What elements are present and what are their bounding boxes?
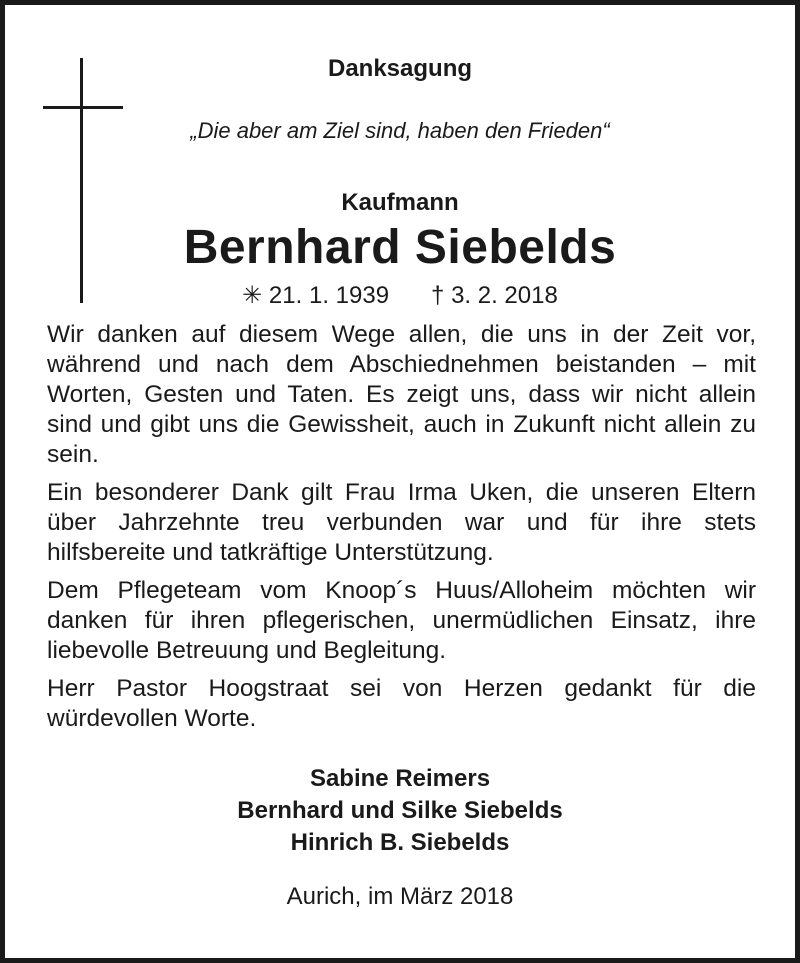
deceased-name: Bernhard Siebelds (183, 221, 617, 274)
signers-list (0, 763, 800, 859)
birth-date: ✳ 21. 1. 1939 (242, 282, 390, 309)
thanks-paragraph: Herr Pastor Hoogstraat sei von Herzen gedankt für die würdevollen Worte. (47, 675, 756, 732)
notice-heading: Danksagung (327, 55, 473, 82)
life-dates (0, 281, 800, 310)
epitaph-quote: „Die aber am Ziel sind, haben den Frieden“ (190, 118, 610, 143)
place-date: Aurich, im März 2018 (286, 883, 514, 910)
death-date: † 3. 2. 2018 (431, 282, 558, 309)
thanks-paragraph: Ein besonderer Dank gilt Frau Irma Uken, die unseren Eltern über Jahrzehnte treu verbunden war und für ihre stets hilfsbereite und tatkräftige Unterstützung. (47, 479, 756, 566)
cross-horizontal-bar (43, 106, 123, 109)
signer-name: Hinrich B. Siebelds (290, 829, 510, 856)
deceased-title: Kaufmann (341, 189, 459, 216)
signer-name: Sabine Reimers (309, 765, 491, 792)
signer-name: Bernhard und Silke Siebelds (237, 797, 563, 824)
thanks-paragraph: Wir danken auf diesem Wege allen, die uns in der Zeit vor, während und nach dem Abschiednehmen beistanden – mit Worten, Gesten und Taten. Es zeigt uns, dass wir nicht allein sind und gibt uns die Gewissheit, auch in Zukunft nicht allein zu sein. (47, 321, 756, 468)
thanks-text (47, 320, 756, 742)
thanks-paragraph: Dem Pflegeteam vom Knoop´s Huus/Alloheim möchten wir danken für ihren pflegerischen, unermüdlichen Einsatz, ihre liebevolle Betreuung und Begleitung. (47, 577, 756, 664)
